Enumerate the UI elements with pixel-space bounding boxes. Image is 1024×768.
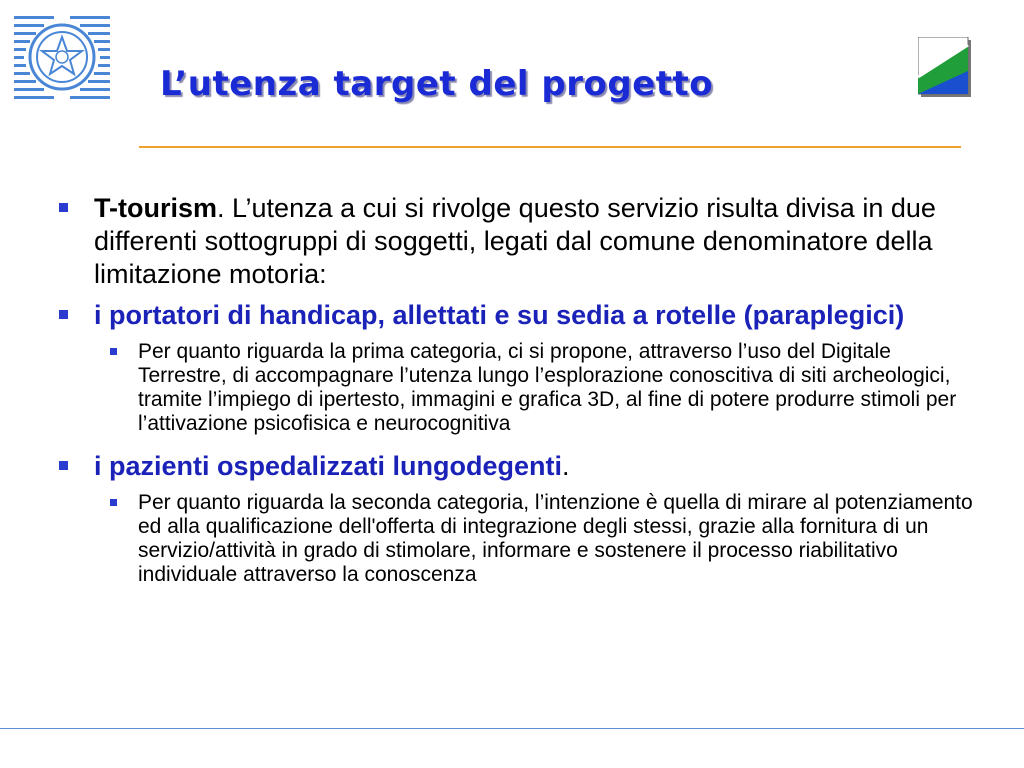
bullet-text: . L’utenza a cui si rivolge questo servizio risulta divisa in due differenti sottogruppi di soggetti, legati dal comune denominatore della limitazione motoria: (94, 193, 936, 289)
bullet-text: i portatori di handicap, allettati e su sedia a rotelle (paraplegici) (94, 300, 905, 330)
bullet-text: i pazienti ospedalizzati lungodegenti (94, 451, 563, 481)
sub-bullet-text: Per quanto riguarda la prima categoria, ci si propone, attraverso l’uso del Digitale Terrestre, di accompagnare l’utenza lungo l’esplorazione conoscitiva di siti archeologici, tramite l’impiego di ipertesto, immagini e grafica 3D, al fine di potere produrre stimoli per l’attivazione psicofisica e neurocognitiva (138, 340, 957, 435)
bullet-suffix: . (562, 451, 570, 481)
sub-bullet-seconda-categoria (56, 491, 978, 587)
bullet-square-icon (59, 203, 68, 212)
regione-abruzzo-logo-icon (918, 37, 972, 99)
bullet-lead: T-tourism (94, 193, 218, 223)
sub-bullet-square-icon (110, 499, 117, 506)
bullet-pazienti-ospedalizzati (56, 450, 986, 483)
bullet-t-tourism (56, 192, 986, 291)
bullet-square-icon (59, 461, 68, 470)
sub-bullet-text: Per quanto riguarda la seconda categoria, l’intenzione è quella di mirare al potenziamento ed alla qualificazione dell'offerta di integrazione degli stessi, grazie alla fornitura di un servizio/attività in grado di stimolare, informare e sostenere il processo riabilitativo individuale attraverso la conoscenza (138, 491, 973, 586)
sub-bullet-prima-categoria (56, 340, 978, 436)
bullet-list (56, 192, 986, 601)
slide-title: L’utenza target del progetto (160, 64, 714, 104)
title-divider (139, 146, 961, 148)
bullet-square-icon (59, 310, 68, 319)
bullet-portatori-handicap (56, 299, 986, 332)
footer-divider (0, 728, 1024, 729)
sub-bullet-square-icon (110, 348, 117, 355)
italian-republic-emblem-icon (12, 10, 112, 106)
